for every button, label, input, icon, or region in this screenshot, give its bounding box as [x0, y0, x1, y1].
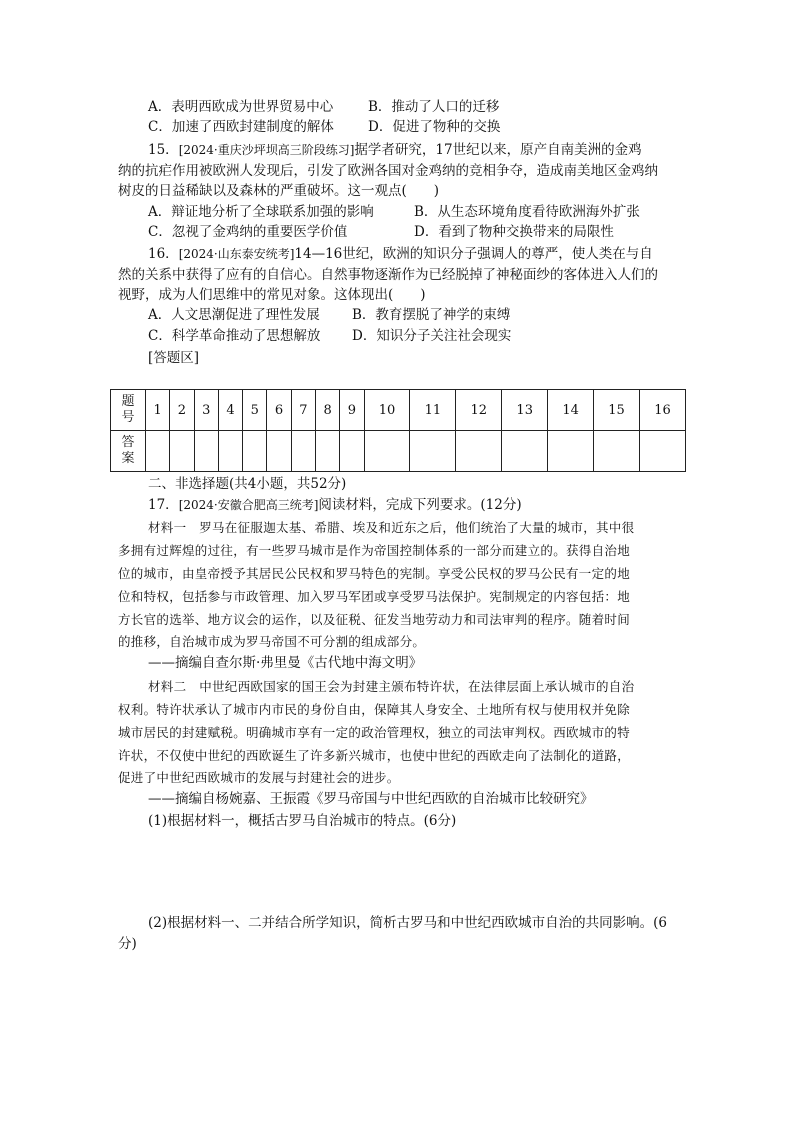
q15-option-b: B．从生态环境角度看待欧洲海外扩张: [414, 204, 640, 220]
material1-line: 材料一 罗马在征服迦太基、希腊、埃及和近东之后，他们统治了大量的城市，其中很: [148, 520, 635, 535]
answer-cell[interactable]: [170, 431, 194, 472]
question-number-cell: 2: [170, 390, 194, 431]
question-number-cell: 14: [548, 390, 594, 431]
answer-cell[interactable]: [594, 431, 640, 472]
q15-option-a: A．辩证地分析了全球联系加强的影响: [148, 204, 374, 220]
question-number-cell: 11: [410, 390, 456, 431]
answer-cell[interactable]: [639, 431, 685, 472]
q17-subquestion-1: (1)根据材料一，概括古罗马自治城市的特点。(6分): [148, 813, 457, 829]
q17-subquestion-2-line1: (2)根据材料一、二并结合所学知识，简析古罗马和中世纪西欧城市自治的共同影响。(6: [148, 915, 667, 931]
q17-stem: 17．[2024·安徽合肥高三统考]阅读材料，完成下列要求。(12分): [148, 497, 522, 513]
q16-stem-line1: 16．[2024·山东泰安统考]14—16世纪，欧洲的知识分子强调人的尊严，使人类在与自: [148, 246, 653, 262]
material2-line: 许状，不仅使中世纪的西欧诞生了许多新兴城市，也使中世纪的西欧走向了法制化的道路，: [118, 748, 631, 763]
question-number-cell: 9: [340, 390, 364, 431]
answer-cell[interactable]: [364, 431, 410, 472]
answer-cell[interactable]: [267, 431, 291, 472]
question-number-cell: 5: [243, 390, 267, 431]
answer-cell[interactable]: [340, 431, 364, 472]
answer-cell[interactable]: [243, 431, 267, 472]
answer-cell[interactable]: [146, 431, 170, 472]
q16-stem-line2: 然的关系中获得了应有的自信心。自然事物逐渐作为已经脱掉了神秘面纱的客体进入人们的: [118, 267, 658, 283]
q14-option-d: D．促进了物种的交换: [368, 119, 501, 135]
answer-cell[interactable]: [456, 431, 502, 472]
q16-stem-line3: 视野，成为人们思维中的常见对象。这体现出( ): [118, 287, 426, 303]
q14-option-b: B．推动了人口的迁移: [368, 99, 500, 115]
answer-table-row2-head: 答 案: [111, 431, 146, 472]
q16-option-c: C．科学革命推动了思想解放: [148, 328, 321, 344]
q15-stem-line1: 15．[2024·重庆沙坪坝高三阶段练习]据学者研究，17世纪以来，原产自南美洲的金鸡: [148, 142, 642, 158]
material1-line: 位和特权，包括参与市政管理、加入罗马军团或享受罗马法保护。宪制规定的内容包括：地: [118, 589, 631, 604]
q16-option-d: D．知识分子关注社会现实: [352, 328, 512, 344]
material2-line: 权利。特许状承认了城市内市民的身份自由，保障其人身安全、土地所有权与使用权并免除: [118, 702, 631, 717]
material2-line: 材料二 中世纪西欧国家的国王会为封建主颁布特许状，在法律层面上承认城市的自治: [148, 679, 635, 694]
q14-option-c: C．加速了西欧封建制度的解体: [148, 119, 334, 135]
question-number-cell: 1: [146, 390, 170, 431]
answer-table-answer-row: [111, 431, 686, 472]
q17-source: [2024·安徽合肥高三统考]: [178, 498, 319, 512]
question-number-cell: 16: [639, 390, 685, 431]
section2-title: 二、非选择题(共4小题，共52分): [148, 476, 347, 492]
question-number-cell: 15: [594, 390, 640, 431]
q14-option-a: A．表明西欧成为世界贸易中心: [148, 99, 334, 115]
question-number-cell: 4: [218, 390, 242, 431]
q15-option-c: C．忽视了金鸡纳的重要医学价值: [148, 224, 348, 240]
answer-cell[interactable]: [410, 431, 456, 472]
question-number-cell: 10: [364, 390, 410, 431]
material1-source: ——摘编自查尔斯·弗里曼《古代地中海文明》: [148, 655, 423, 671]
answer-cell[interactable]: [502, 431, 548, 472]
question-number-cell: 7: [291, 390, 315, 431]
answer-cell[interactable]: [194, 431, 218, 472]
q16-option-b: B．教育摆脱了神学的束缚: [352, 307, 511, 323]
answer-cell[interactable]: [548, 431, 594, 472]
material1-line: 的推移，自治城市成为罗马帝国不可分割的组成部分。: [118, 634, 426, 649]
question-number-cell: 3: [194, 390, 218, 431]
q15-stem-line2: 纳的抗疟作用被欧洲人发现后，引发了欧洲各国对金鸡纳的竞相争夺，造成南美地区金鸡纳: [118, 163, 658, 179]
q15-source: [2024·重庆沙坪坝高三阶段练习]: [178, 143, 355, 157]
material1-line: 位的城市，由皇帝授予其居民公民权和罗马特色的宪制。享受公民权的罗马公民有一定的地: [118, 566, 631, 581]
q15-stem-line3: 树皮的日益稀缺以及森林的严重破坏。这一观点( ): [118, 183, 440, 199]
q16-option-a: A．人文思潮促进了理性发展: [148, 307, 320, 323]
answer-cell[interactable]: [291, 431, 315, 472]
q15-option-d: D．看到了物种交换带来的局限性: [414, 224, 614, 240]
answer-table-number-row: [111, 390, 686, 431]
question-number-cell: 8: [315, 390, 339, 431]
answer-table-row1-head: 题 号: [111, 390, 146, 431]
answer-cell[interactable]: [315, 431, 339, 472]
q16-source: [2024·山东泰安统考]: [178, 247, 295, 261]
material1-line: 多拥有过辉煌的过往，有一些罗马城市是作为帝国控制体系的一部分而建立的。获得自治地: [118, 543, 631, 558]
question-number-cell: 12: [456, 390, 502, 431]
material1-line: 方长官的选举、地方议会的运作，以及征税、征发当地劳动力和司法审判的程序。随着时间: [118, 612, 631, 627]
material2-source: ——摘编自杨婉嘉、王振霞《罗马帝国与中世纪西欧的自治城市比较研究》: [148, 791, 594, 807]
answer-cell[interactable]: [218, 431, 242, 472]
material2-line: 促进了中世纪西欧城市的发展与封建社会的进步。: [118, 770, 400, 785]
q17-subquestion-2-line2: 分): [118, 936, 137, 952]
material2-line: 城市居民的封建赋税。明确城市享有一定的政治管理权，独立的司法审判权。西欧城市的特: [118, 725, 631, 740]
answer-table: [110, 389, 686, 472]
question-number-cell: 6: [267, 390, 291, 431]
answer-area-label: [答题区]: [148, 350, 200, 366]
question-number-cell: 13: [502, 390, 548, 431]
